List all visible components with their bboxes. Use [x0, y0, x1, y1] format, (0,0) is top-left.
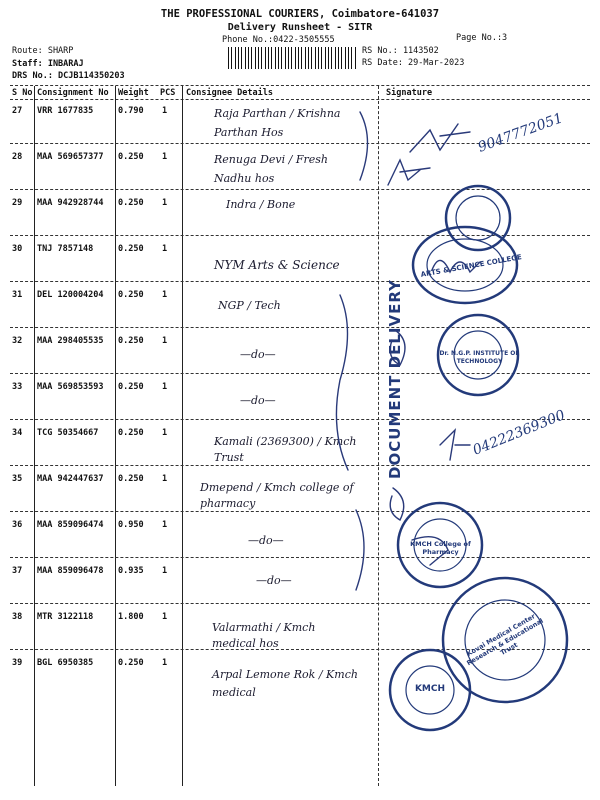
- row-consignment: MTR 3122118: [37, 612, 94, 622]
- row-sno: 38: [12, 612, 23, 622]
- row-consignment: MAA 942447637: [37, 474, 104, 484]
- document-delivery-stamp: DOCUMENT DELIVERY: [386, 279, 404, 479]
- col-header-weight: Weight: [118, 88, 149, 98]
- row-sno: 28: [12, 152, 23, 162]
- row-pcs: 1: [162, 658, 168, 668]
- row-pcs: 1: [162, 474, 168, 484]
- page-number: Page No.:3: [456, 33, 508, 43]
- row-consignment: VRR 1677835: [37, 106, 94, 116]
- row-sno: 27: [12, 106, 23, 116]
- row-weight: 1.800: [118, 612, 144, 622]
- row-consignee: Kamali (2369300) / Kmch Trust: [214, 435, 357, 464]
- staff-label: Staff: INBARAJ: [12, 59, 84, 69]
- row-pcs: 1: [162, 152, 168, 162]
- row-consignment: MAA 859096474: [37, 520, 104, 530]
- row-consignee: NYM Arts & Science: [214, 258, 340, 272]
- row-weight: 0.250: [118, 198, 144, 208]
- row-consignment: DEL 120004204: [37, 290, 104, 300]
- row-consignee: —do—: [240, 394, 276, 407]
- row-weight: 0.250: [118, 290, 144, 300]
- row-pcs: 1: [162, 106, 168, 116]
- row-consignment: MAA 859096478: [37, 566, 104, 576]
- row-consignment: MAA 942928744: [37, 198, 104, 208]
- row-consignee: —do—: [248, 534, 284, 547]
- row-weight: 0.250: [118, 474, 144, 484]
- row-weight: 0.935: [118, 566, 144, 576]
- row-pcs: 1: [162, 382, 168, 392]
- rs-date: RS Date: 29-Mar-2023: [362, 58, 465, 68]
- row-weight: 0.250: [118, 382, 144, 392]
- stamp-label: KMCH College of Pharmacy: [410, 540, 471, 556]
- col-header-consignee: Consignee Details: [186, 88, 273, 98]
- col-header-pcs: PCS: [160, 88, 176, 98]
- row-weight: 0.790: [118, 106, 144, 116]
- rs-number: RS No.: 1143502: [362, 46, 439, 56]
- phone-note: 9047772051: [475, 110, 566, 156]
- row-pcs: 1: [162, 428, 168, 438]
- row-weight: 0.950: [118, 520, 144, 530]
- stamp-label: KMCH: [414, 684, 446, 694]
- row-sno: 35: [12, 474, 23, 484]
- row-consignment: BGL 6950385: [37, 658, 94, 668]
- stamp-label: Kovai Medical Center Research & Educational Trust: [465, 612, 545, 668]
- route-label: Route: SHARP: [12, 46, 74, 56]
- row-sno: 39: [12, 658, 23, 668]
- row-consignee: NGP / Tech: [218, 299, 281, 312]
- row-consignee: Arpal Lemone Rok / Kmch medical: [212, 668, 358, 699]
- row-weight: 0.250: [118, 244, 144, 254]
- row-consignment: TNJ 7857148: [37, 244, 94, 254]
- company-phone: Phone No.:0422-3505555: [222, 35, 335, 45]
- row-sno: 34: [12, 428, 23, 438]
- row-sno: 31: [12, 290, 23, 300]
- row-consignee: Dmepend / Kmch college of pharmacy: [200, 481, 354, 510]
- drs-number: DRS No.: DCJB114350203: [12, 71, 125, 81]
- row-sno: 32: [12, 336, 23, 346]
- col-header-signature: Signature: [386, 88, 433, 98]
- row-pcs: 1: [162, 336, 168, 346]
- row-consignee: Renuga Devi / Fresh Nadhu hos: [214, 153, 328, 185]
- phone-note: 04222369300: [470, 407, 568, 459]
- row-weight: 0.250: [118, 428, 144, 438]
- row-pcs: 1: [162, 520, 168, 530]
- row-consignee: Indra / Bone: [226, 198, 296, 211]
- row-weight: 0.250: [118, 152, 144, 162]
- row-consignee: Raja Parthan / Krishna Parthan Hos: [214, 107, 341, 139]
- row-consignee: —do—: [240, 348, 276, 361]
- row-pcs: 1: [162, 566, 168, 576]
- row-consignment: MAA 569657377: [37, 152, 104, 162]
- row-consignment: MAA 569853593: [37, 382, 104, 392]
- row-sno: 36: [12, 520, 23, 530]
- stamp-label: Dr. N.G.P. INSTITUTE OF TECHNOLOGY: [439, 350, 520, 365]
- row-sno: 30: [12, 244, 23, 254]
- stamp-label: ARTS & SCIENCE COLLEGE: [420, 253, 523, 279]
- row-pcs: 1: [162, 244, 168, 254]
- row-consignee: Valarmathi / Kmch medical hos: [212, 621, 316, 650]
- row-weight: 0.250: [118, 658, 144, 668]
- row-pcs: 1: [162, 290, 168, 300]
- row-sno: 29: [12, 198, 23, 208]
- row-sno: 37: [12, 566, 23, 576]
- row-consignee: —do—: [256, 574, 292, 587]
- document-title: THE PROFESSIONAL COURIERS, Coimbatore-641037: [160, 8, 440, 20]
- col-header-consignment: Consignment No: [37, 88, 109, 98]
- row-pcs: 1: [162, 198, 168, 208]
- document-subtitle: Delivery Runsheet - SITR: [227, 22, 373, 33]
- col-header-sno: S No: [12, 88, 33, 98]
- row-pcs: 1: [162, 612, 168, 622]
- row-consignment: MAA 298405535: [37, 336, 104, 346]
- row-consignment: TCG 50354667: [37, 428, 99, 438]
- row-weight: 0.250: [118, 336, 144, 346]
- row-sno: 33: [12, 382, 23, 392]
